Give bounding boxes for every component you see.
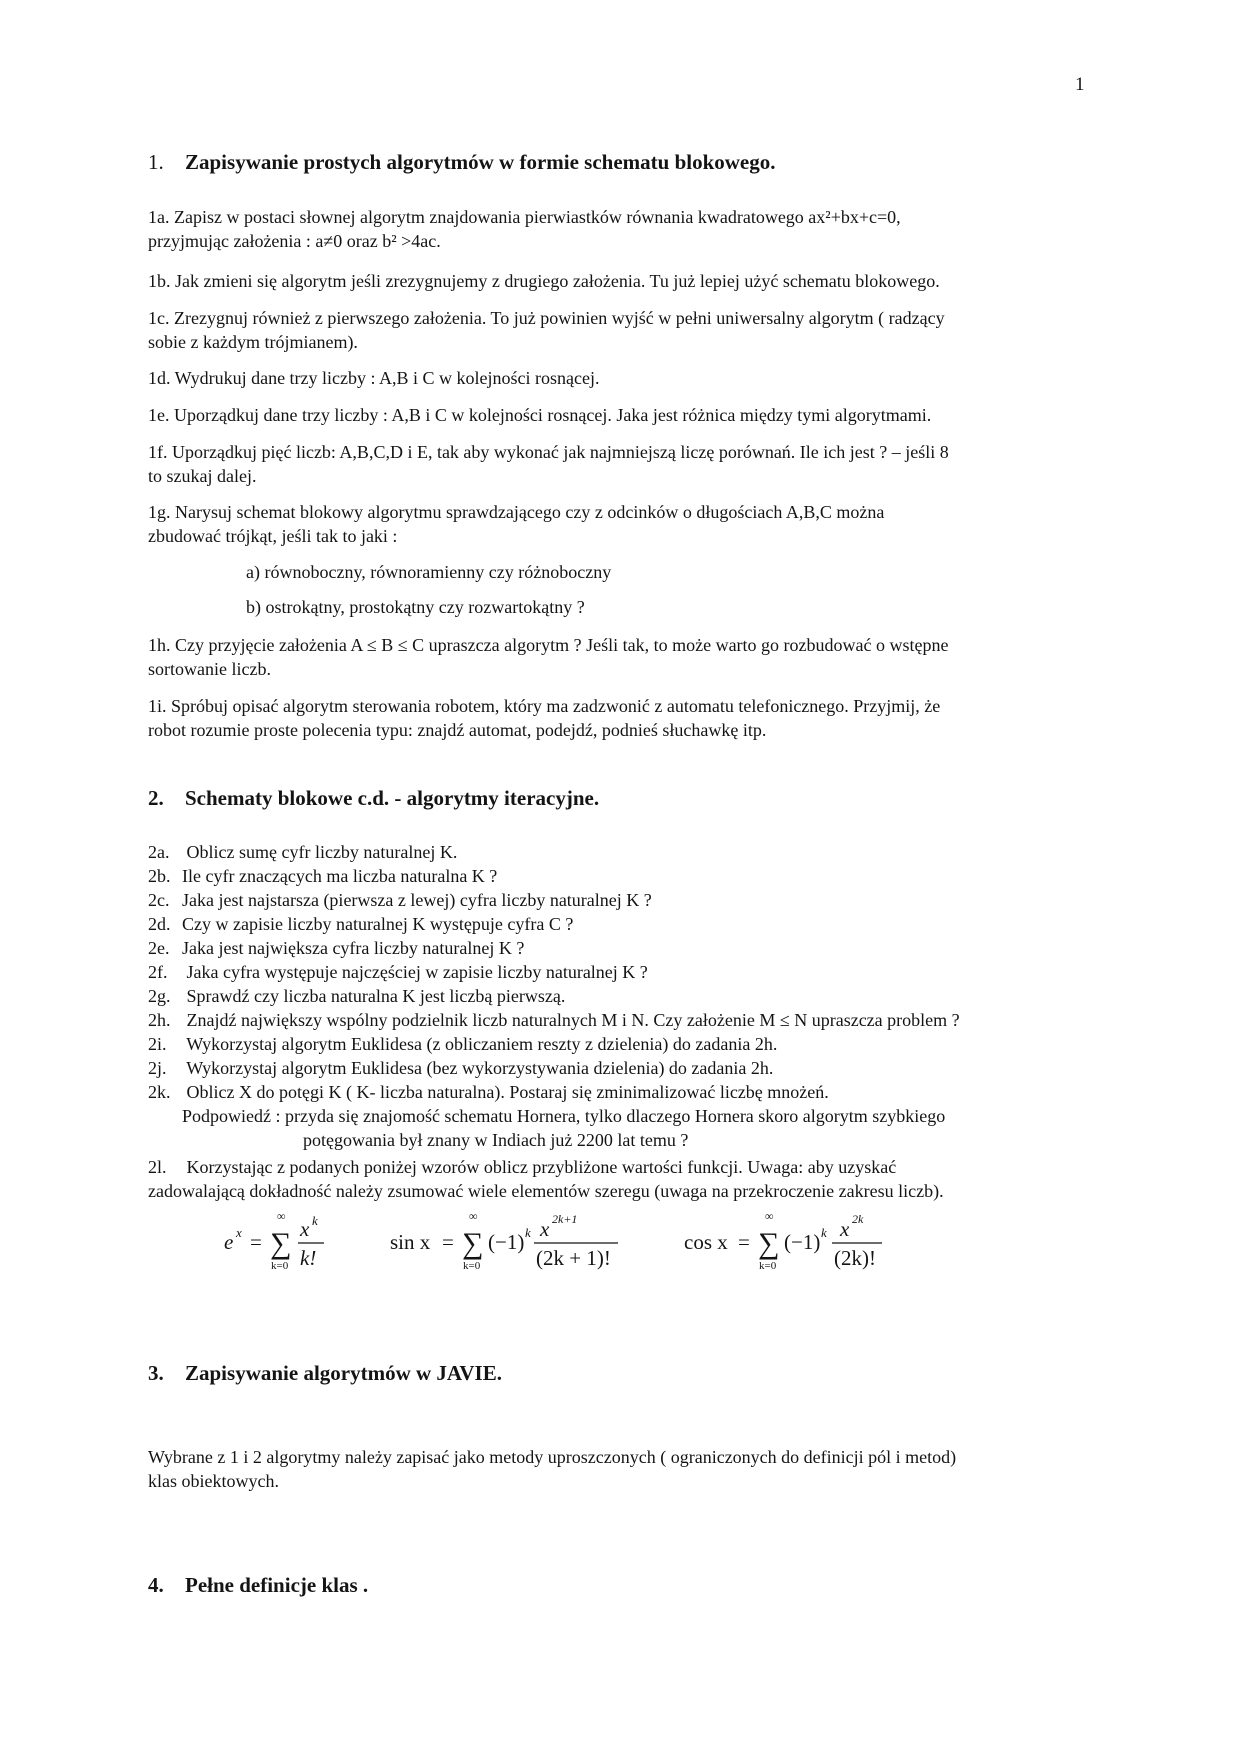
item-code: 2a. — [148, 842, 170, 862]
item-1a — [148, 205, 1088, 253]
exp-lhs-sup: x — [236, 1225, 242, 1240]
list-item — [148, 888, 960, 912]
item-1i — [148, 694, 1088, 742]
cos-num-sup: 2k — [852, 1212, 864, 1226]
section-2-heading — [148, 786, 599, 811]
exp-lhs: e — [224, 1230, 234, 1254]
item-text: Oblicz sumę cyfr liczby naturalnej K. — [186, 842, 458, 862]
item-1g-line2: zbudować trójkąt, jeśli tak to jaki : — [148, 526, 398, 546]
item-1e — [148, 403, 1088, 427]
item-1b — [148, 269, 1088, 293]
section-2-number: 2. — [148, 786, 164, 810]
section-1-number: 1. — [148, 150, 164, 174]
item-1a-line1: 1a. Zapisz w postaci słownej algorytm znajdowania pierwiastków równania kwadratowego ax²+bx+c=0, — [148, 207, 901, 227]
cos-eq: = — [738, 1230, 750, 1254]
cos-den: (2k)! — [834, 1246, 876, 1270]
item-1e-line1: 1e. Uporządkuj dane trzy liczby : A,B i C w kolejności rosnącej. Jaka jest różnica między tymi algorytmami. — [148, 405, 932, 425]
item-text: Jaka cyfra występuje najczęściej w zapisie liczby naturalnej K ? — [186, 962, 648, 982]
item-code: 2e. — [148, 938, 170, 958]
section-4-heading — [148, 1573, 368, 1598]
sin-lhs: sin x — [390, 1230, 431, 1254]
section-3-text — [148, 1445, 1088, 1493]
cos-neg-one-sup: k — [821, 1225, 827, 1240]
section-1-heading — [148, 150, 776, 175]
item-1b-line1: 1b. Jak zmieni się algorytm jeśli zrezygnujemy z drugiego założenia. Tu już lepiej użyć schematu blokowego. — [148, 271, 940, 291]
item-text: Oblicz X do potęgi K ( K- liczba naturalna). Postaraj się zminimalizować liczbę mnożeń. — [186, 1082, 829, 1102]
item-1g-sub-b: b) ostrokątny, prostokątny czy rozwartokątny ? — [246, 597, 585, 617]
exp-sum: ∑ — [270, 1227, 292, 1260]
sin-num: x — [540, 1217, 550, 1241]
item-code: 2c. — [148, 890, 170, 910]
section-3-text-line2: klas obiektowych. — [148, 1471, 279, 1491]
item-1f-line2: to szukaj dalej. — [148, 466, 257, 486]
sin-sum: ∑ — [462, 1227, 484, 1260]
sin-lower: k=0 — [463, 1260, 481, 1272]
item-2l — [148, 1155, 960, 1179]
item-1c-line2: sobie z każdym trójmianem). — [148, 332, 358, 352]
item-code: 2f. — [148, 962, 168, 982]
list-item — [148, 912, 960, 936]
cos-lower: k=0 — [759, 1260, 777, 1272]
formulas-svg — [220, 1205, 920, 1275]
item-1h-line1: 1h. Czy przyjęcie założenia A ≤ B ≤ C upraszcza algorytm ? Jeśli tak, to może warto go rozbudować o wstępne — [148, 635, 949, 655]
item-text: Ile cyfr znaczących ma liczba naturalna K ? — [182, 866, 498, 886]
section-2-title: Schematy blokowe c.d. - algorytmy iteracyjne. — [185, 786, 600, 810]
section-3-title: Zapisywanie algorytmów w JAVIE. — [185, 1361, 502, 1385]
item-2l-line2: zadowalającą dokładność należy zsumować wiele elementów szeregu (uwaga na przekroczenie zakresu liczb). — [148, 1181, 944, 1201]
section-4-number: 4. — [148, 1573, 164, 1597]
item-1h-line2: sortowanie liczb. — [148, 659, 271, 679]
item-code: 2i. — [148, 1034, 167, 1054]
item-text: Wykorzystaj algorytm Euklidesa (z obliczaniem reszty z dzielenia) do zadania 2h. — [186, 1034, 778, 1054]
item-1d — [148, 366, 1088, 390]
item-code: 2h. — [148, 1010, 171, 1030]
list-item — [148, 864, 960, 888]
item-code: 2j. — [148, 1058, 167, 1078]
item-code: 2d. — [148, 914, 171, 934]
list-item — [148, 936, 960, 960]
item-code: 2l. — [148, 1157, 167, 1177]
sin-neg-one-sup: k — [525, 1225, 531, 1240]
list-item — [148, 1080, 960, 1104]
section-3-number: 3. — [148, 1361, 164, 1385]
list-item — [148, 840, 960, 864]
exp-eq: = — [250, 1230, 262, 1254]
item-1c — [148, 306, 1088, 354]
list-item — [148, 984, 960, 1008]
item-text: Czy w zapisie liczby naturalnej K występuje cyfra C ? — [182, 914, 574, 934]
item-1a-line2: przyjmując założenia : a≠0 oraz b² >4ac. — [148, 231, 441, 251]
item-text: Wykorzystaj algorytm Euklidesa (bez wykorzystywania dzielenia) do zadania 2h. — [186, 1058, 774, 1078]
list-item — [148, 1056, 960, 1080]
item-text: Jaka jest najstarsza (pierwsza z lewej) cyfra liczby naturalnej K ? — [182, 890, 652, 910]
item-1f-line1: 1f. Uporządkuj pięć liczb: A,B,C,D i E, tak aby wykonać jak najmniejszą liczę porównań. Ile ich jest ? – jeśli 8 — [148, 442, 949, 462]
item-2l-line1: Korzystając z podanych poniżej wzorów oblicz przybliżone wartości funkcji. Uwaga: aby uzyskać — [186, 1157, 897, 1177]
item-1f — [148, 440, 1088, 488]
item-1i-line1: 1i. Spróbuj opisać algorytm sterowania robotem, który ma zadzwonić z automatu telefonicznego. Przyjmij, że — [148, 696, 941, 716]
section-2-list — [148, 840, 960, 1203]
sin-neg-one: (−1) — [488, 1230, 525, 1254]
item-code: 2k. — [148, 1082, 171, 1102]
item-1g — [148, 500, 1088, 548]
cos-upper: ∞ — [765, 1209, 774, 1223]
cos-neg-one: (−1) — [784, 1230, 821, 1254]
exp-num-sup: k — [312, 1213, 318, 1228]
exp-lower: k=0 — [271, 1260, 289, 1272]
cos-sum: ∑ — [758, 1227, 780, 1260]
exp-num: x — [300, 1217, 310, 1241]
item-code: 2g. — [148, 986, 171, 1006]
item-1c-line1: 1c. Zrezygnuj również z pierwszego założenia. To już powinien wyjść w pełni uniwersalny algorytm ( radzący — [148, 308, 945, 328]
item-1h — [148, 633, 1088, 681]
item-1g-sub-a: a) równoboczny, równoramienny czy różnoboczny — [246, 562, 612, 582]
item-1d-line1: 1d. Wydrukuj dane trzy liczby : A,B i C w kolejności rosnącej. — [148, 368, 600, 388]
hint-line2: potęgowania był znany w Indiach już 2200 lat temu ? — [303, 1130, 689, 1150]
list-item — [148, 960, 960, 984]
sin-num-sup: 2k+1 — [552, 1212, 578, 1226]
list-item — [148, 1008, 960, 1032]
page-number: 1 — [1075, 74, 1085, 95]
item-text: Znajdź największy wspólny podzielnik liczb naturalnych M i N. Czy założenie M ≤ N upraszcza problem ? — [186, 1010, 960, 1030]
section-3-heading — [148, 1361, 502, 1386]
item-code: 2b. — [148, 866, 171, 886]
section-3-text-line1: Wybrane z 1 i 2 algorytmy należy zapisać jako metody uproszczonych ( ograniczonych do definicji pól i metod) — [148, 1447, 957, 1467]
item-text: Jaka jest największa cyfra liczby naturalnej K ? — [182, 938, 525, 958]
list-item — [148, 1032, 960, 1056]
section-4-title: Pełne definicje klas . — [185, 1573, 369, 1597]
item-text: Sprawdź czy liczba naturalna K jest liczbą pierwszą. — [186, 986, 566, 1006]
cos-lhs: cos x — [684, 1230, 728, 1254]
sin-eq: = — [442, 1230, 454, 1254]
series-formulas — [220, 1205, 920, 1275]
exp-upper: ∞ — [277, 1209, 286, 1223]
item-1g-line1: 1g. Narysuj schemat blokowy algorytmu sprawdzającego czy z odcinków o długościach A,B,C można — [148, 502, 885, 522]
sin-den: (2k + 1)! — [536, 1246, 611, 1270]
hint-line1: Podpowiedź : przyda się znajomość schematu Hornera, tylko dlaczego Hornera skoro algorytm szybkiego — [182, 1106, 946, 1126]
sin-upper: ∞ — [469, 1209, 478, 1223]
exp-den: k! — [300, 1246, 317, 1270]
item-1i-line2: robot rozumie proste polecenia typu: znajdź automat, podejdź, podnieś słuchawkę itp. — [148, 720, 767, 740]
section-1-title: Zapisywanie prostych algorytmów w formie schematu blokowego. — [185, 150, 776, 174]
cos-num: x — [840, 1217, 850, 1241]
